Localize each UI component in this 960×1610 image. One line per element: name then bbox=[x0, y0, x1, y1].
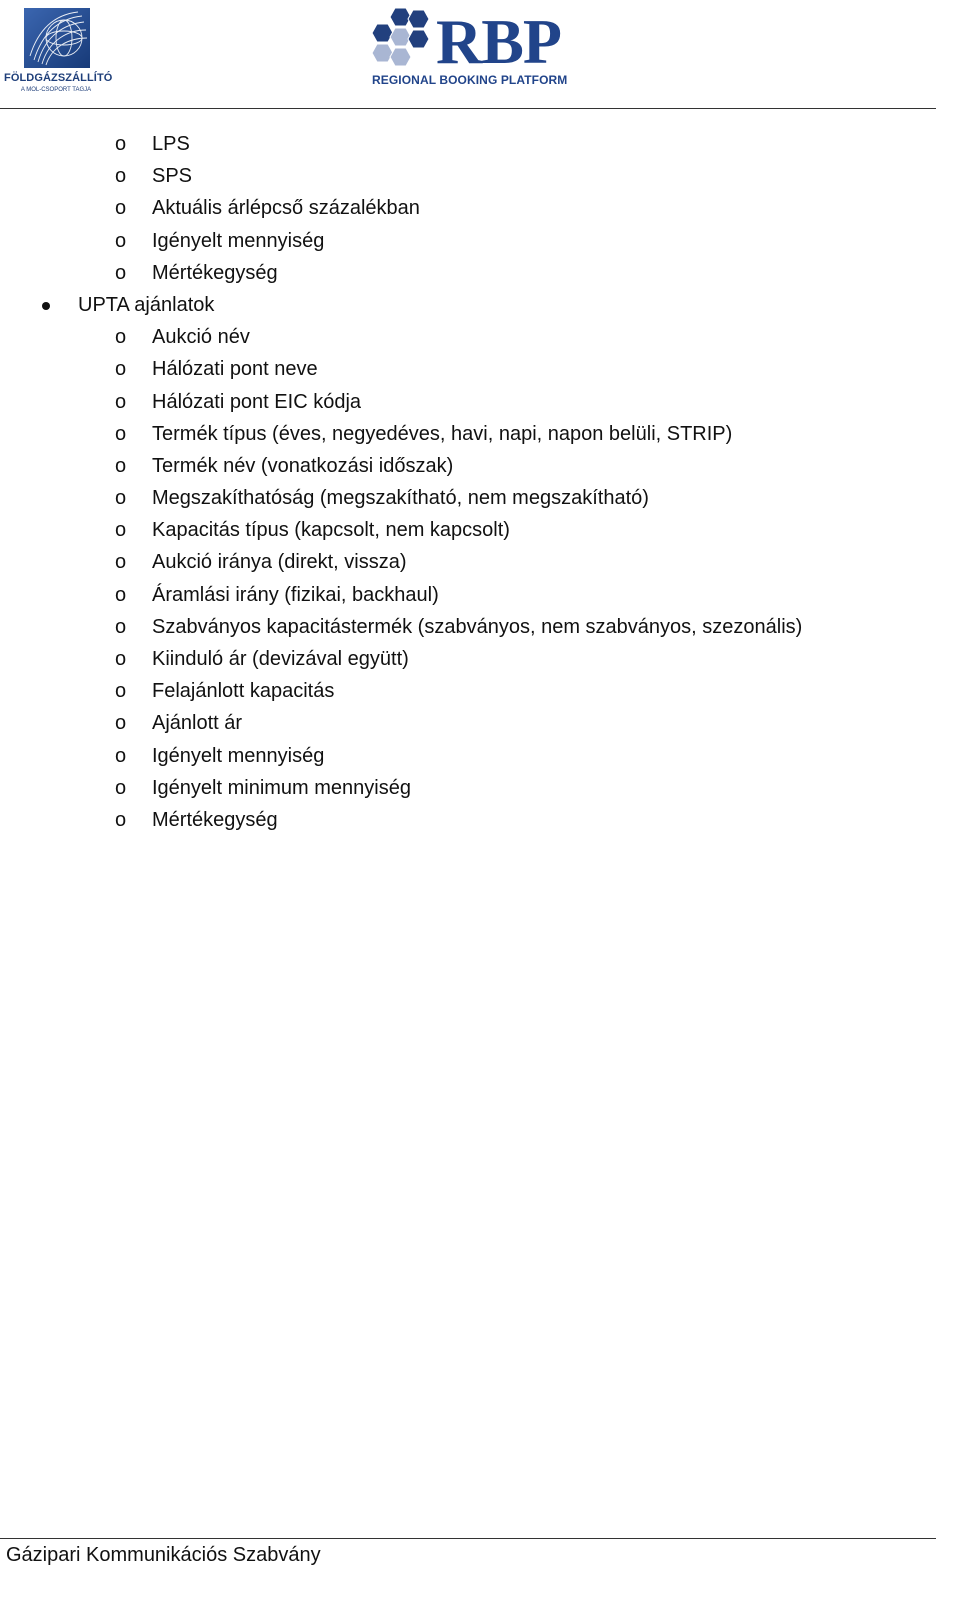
circle-bullet-icon: o bbox=[115, 712, 127, 735]
list-item bbox=[0, 386, 936, 418]
list-item bbox=[0, 611, 936, 643]
list-item-text: Mértékegység bbox=[152, 261, 278, 284]
fgsz-group-tagline: A MOL-CSOPORT TAGJA bbox=[20, 87, 92, 93]
list-item bbox=[0, 257, 936, 289]
list-item bbox=[0, 160, 936, 192]
list-item bbox=[0, 353, 936, 385]
list-item bbox=[0, 740, 936, 772]
list-item-text: Ajánlott ár bbox=[152, 712, 243, 735]
list-item bbox=[0, 643, 936, 675]
circle-bullet-icon: o bbox=[115, 519, 127, 542]
foldgazszallito-logo bbox=[4, 6, 113, 98]
circle-bullet-icon: o bbox=[115, 261, 127, 284]
sub-list-after bbox=[0, 321, 936, 836]
circle-bullet-icon: o bbox=[115, 551, 127, 574]
list-item bbox=[0, 772, 936, 804]
bullet-icon bbox=[42, 302, 50, 310]
list-item bbox=[0, 579, 936, 611]
circle-bullet-icon: o bbox=[115, 422, 127, 445]
circle-bullet-icon: o bbox=[115, 583, 127, 606]
list-item-text: Megszakíthatóság (megszakítható, nem megszakítható) bbox=[152, 487, 649, 510]
sub-list-before bbox=[0, 128, 936, 289]
document-body bbox=[0, 128, 936, 836]
list-item-text: Termék típus (éves, negyedéves, havi, napi, napon belüli, STRIP) bbox=[152, 422, 733, 445]
list-item-text: Aktuális árlépcső százalékban bbox=[152, 197, 420, 220]
list-item bbox=[0, 514, 936, 546]
circle-bullet-icon: o bbox=[115, 776, 127, 799]
circle-bullet-icon: o bbox=[115, 165, 127, 188]
section-title: UPTA ajánlatok bbox=[78, 293, 215, 316]
list-item-text: Aukció iránya (direkt, vissza) bbox=[152, 551, 407, 574]
fgsz-company-name: FÖLDGÁZSZÁLLÍTÓ bbox=[4, 72, 113, 84]
list-item-text: Kiinduló ár (devizával együtt) bbox=[152, 648, 409, 670]
list-item-text: Felajánlott kapacitás bbox=[152, 680, 335, 703]
list-item-text: Hálózati pont neve bbox=[152, 358, 318, 381]
circle-bullet-icon: o bbox=[115, 229, 127, 252]
circle-bullet-icon: o bbox=[115, 648, 127, 670]
circle-bullet-icon: o bbox=[115, 744, 127, 767]
circle-bullet-icon: o bbox=[115, 197, 127, 220]
rbp-logo bbox=[368, 6, 578, 90]
list-item bbox=[0, 707, 936, 739]
list-item-text: Kapacitás típus (kapcsolt, nem kapcsolt) bbox=[152, 519, 510, 542]
globe-emblem-icon bbox=[24, 8, 90, 68]
list-item-text: Hálózati pont EIC kódja bbox=[152, 390, 362, 413]
list-item-text: SPS bbox=[152, 165, 193, 188]
list-item-text: Igényelt mennyiség bbox=[152, 744, 325, 767]
circle-bullet-icon: o bbox=[115, 326, 127, 349]
list-item bbox=[0, 321, 936, 353]
list-item-text: Áramlási irány (fizikai, backhaul) bbox=[152, 583, 439, 606]
list-section-heading bbox=[0, 289, 936, 321]
rbp-wordmark: RBP bbox=[436, 6, 561, 77]
list-item bbox=[0, 450, 936, 482]
list-item bbox=[0, 418, 936, 450]
rbp-tagline: REGIONAL BOOKING PLATFORM bbox=[372, 73, 568, 87]
footer-divider bbox=[0, 1538, 936, 1539]
list-item-text: Aukció név bbox=[152, 326, 250, 349]
hexagon-cluster-icon bbox=[368, 6, 442, 72]
list-item bbox=[0, 192, 936, 224]
circle-bullet-icon: o bbox=[115, 390, 127, 413]
circle-bullet-icon: o bbox=[115, 358, 127, 381]
list-item-text: Igényelt minimum mennyiség bbox=[152, 776, 411, 799]
circle-bullet-icon: o bbox=[115, 487, 127, 510]
circle-bullet-icon: o bbox=[115, 454, 127, 477]
circle-bullet-icon: o bbox=[115, 808, 127, 831]
list-item bbox=[0, 225, 936, 257]
circle-bullet-icon: o bbox=[115, 680, 127, 703]
list-item-text: LPS bbox=[152, 133, 190, 155]
list-item bbox=[0, 675, 936, 707]
list-item bbox=[0, 128, 936, 160]
footer-title: Gázipari Kommunikációs Szabvány bbox=[6, 1544, 321, 1566]
list-item bbox=[0, 482, 936, 514]
list-item-text: Termék név (vonatkozási időszak) bbox=[152, 454, 454, 477]
header-divider bbox=[0, 108, 936, 109]
page-header bbox=[0, 0, 960, 112]
circle-bullet-icon: o bbox=[115, 133, 127, 155]
list-item bbox=[0, 804, 936, 836]
list-item bbox=[0, 546, 936, 578]
circle-bullet-icon: o bbox=[115, 615, 127, 638]
list-item-text: Mértékegység bbox=[152, 808, 278, 831]
list-item-text: Szabványos kapacitástermék (szabványos, nem szabványos, szezonális) bbox=[152, 615, 803, 638]
list-item-text: Igényelt mennyiség bbox=[152, 229, 325, 252]
